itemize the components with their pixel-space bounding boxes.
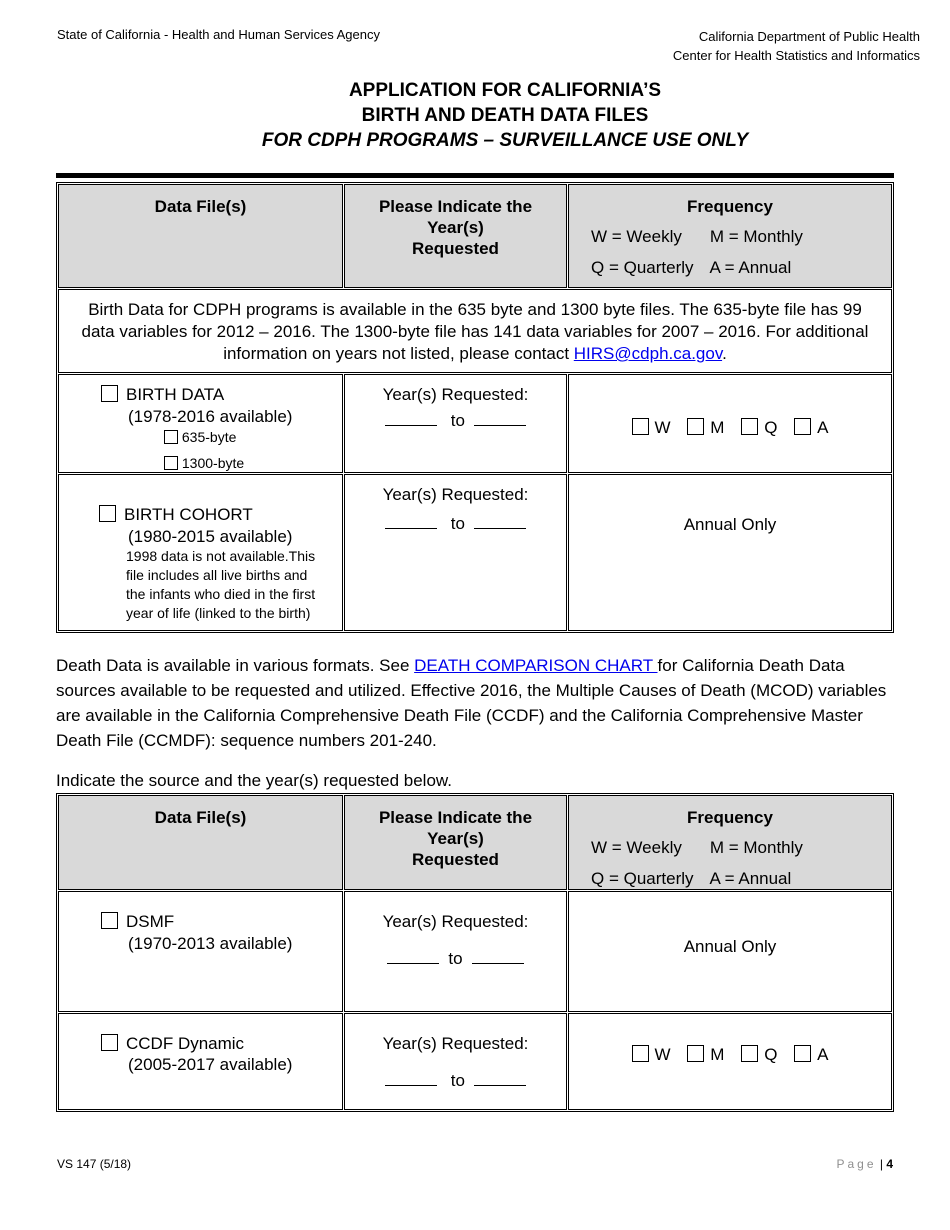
ccdf-frequency: W M Q A xyxy=(568,1013,892,1110)
year-to-input[interactable] xyxy=(474,1072,526,1086)
freq-annual-checkbox[interactable] xyxy=(794,1045,811,1062)
birth-cohort-cell xyxy=(58,474,343,631)
ccdf-available: (2005-2017 available) xyxy=(128,1055,293,1074)
department-header xyxy=(673,27,920,65)
ccdf-years xyxy=(344,1013,567,1110)
freq-quarterly-checkbox[interactable] xyxy=(741,418,758,435)
form-number: VS 147 (5/18) xyxy=(57,1157,132,1171)
freq-monthly-checkbox[interactable] xyxy=(687,1045,704,1062)
birth-cohort-checkbox[interactable] xyxy=(99,505,116,522)
dsmf-frequency xyxy=(568,891,892,1012)
page-title xyxy=(0,78,950,153)
birth-data-label: BIRTH DATA xyxy=(126,385,225,404)
to-label: to xyxy=(450,1071,465,1090)
freq-quarterly-checkbox[interactable] xyxy=(741,1045,758,1062)
death-comparison-chart-link[interactable]: DEATH COMPARISON CHART xyxy=(414,656,658,675)
dsmf-checkbox[interactable] xyxy=(101,912,118,929)
death-data-table xyxy=(56,793,894,1112)
birth-cohort-years xyxy=(344,474,567,631)
year-to-input[interactable] xyxy=(474,515,526,529)
year-requested-label: Year(s) Requested: xyxy=(382,912,529,931)
agency-header: State of California - Health and Human Services Agency xyxy=(57,27,381,42)
dsmf-label: DSMF xyxy=(126,912,175,931)
col-header-frequency: Frequency W = Weekly M = Monthly Q = Quarterly A = Annual xyxy=(568,184,892,288)
title-line2: BIRTH AND DEATH DATA FILES xyxy=(361,105,649,126)
col-header-frequency: Frequency W = Weekly M = Monthly Q = Quarterly A = Annual xyxy=(568,795,892,890)
year-to-input[interactable] xyxy=(472,950,524,964)
year-from-input[interactable] xyxy=(385,1072,437,1086)
ccdf-cell xyxy=(58,1013,343,1110)
birth-cohort-available: (1980-2015 available) xyxy=(128,527,293,546)
birth-data-checkbox[interactable] xyxy=(101,385,118,402)
635-byte-checkbox[interactable] xyxy=(164,430,178,444)
year-to-input[interactable] xyxy=(474,412,526,426)
birth-data-years xyxy=(344,374,567,473)
ccdf-label: CCDF Dynamic xyxy=(126,1034,245,1053)
year-from-input[interactable] xyxy=(387,950,439,964)
col-header-years: Please Indicate the Year(s) Requested xyxy=(344,184,567,288)
col-header-data-files: Data File(s) xyxy=(58,184,343,288)
to-label: to xyxy=(448,949,463,968)
col-header-data-files: Data File(s) xyxy=(58,795,343,890)
birth-cohort-frequency xyxy=(568,474,892,631)
birth-info-text: Birth Data for CDPH programs is available in the 635 byte and 1300 byte files. The 635-byte file has 99 data variables for 2012 – 2016. The 1300-byte file has 141 data variables for 2007 – 2016. For additional information on years not listed, please contact HIRS@cdph.ca.gov. xyxy=(58,289,892,373)
death-data-paragraph: Death Data is available in various formats. See DEATH COMPARISON CHART for California Death Data sources available to be requested and utilized. Effective 2016, the Multiple Causes of Death (MCOD) variables are available in the California Comprehensive Death File (CCDF) and the California Comprehensive Master Death File (CCMDF): sequence numbers 201-240. xyxy=(56,656,887,750)
freq-weekly-checkbox[interactable] xyxy=(632,418,649,435)
freq-annual-checkbox[interactable] xyxy=(794,418,811,435)
department-name: California Department of Public Health xyxy=(698,29,920,44)
annual-only-label: Annual Only xyxy=(683,937,777,956)
1300-byte-label: 1300-byte xyxy=(181,455,245,471)
title-line3: FOR CDPH PROGRAMS – SURVEILLANCE USE ONLY xyxy=(261,130,749,151)
birth-cohort-label: BIRTH COHORT xyxy=(124,505,253,524)
indicate-source-text: Indicate the source and the year(s) requested below. xyxy=(56,771,452,790)
635-byte-label: 635-byte xyxy=(181,429,237,445)
birth-data-table xyxy=(56,182,894,633)
to-label: to xyxy=(450,411,465,430)
title-divider xyxy=(56,173,894,178)
year-requested-label: Year(s) Requested: xyxy=(382,485,529,504)
ccdf-checkbox[interactable] xyxy=(101,1034,118,1051)
freq-weekly-checkbox[interactable] xyxy=(632,1045,649,1062)
year-requested-label: Year(s) Requested: xyxy=(382,1034,529,1053)
dsmf-cell xyxy=(58,891,343,1012)
year-requested-label: Year(s) Requested: xyxy=(382,385,529,404)
to-label: to xyxy=(450,514,465,533)
birth-data-frequency: W M Q A xyxy=(568,374,892,473)
birth-data-cell xyxy=(58,374,343,473)
hirs-email-link[interactable]: HIRS@cdph.ca.gov xyxy=(573,344,723,363)
page-number: Page | 4 xyxy=(836,1157,893,1171)
1300-byte-checkbox[interactable] xyxy=(164,456,178,470)
birth-data-available: (1978-2016 available) xyxy=(128,407,293,426)
freq-monthly-checkbox[interactable] xyxy=(687,418,704,435)
dsmf-available: (1970-2013 available) xyxy=(128,934,293,953)
title-line1: APPLICATION FOR CALIFORNIA’S xyxy=(348,80,662,101)
center-name: Center for Health Statistics and Informatics xyxy=(672,48,920,63)
annual-only-label: Annual Only xyxy=(683,515,777,534)
dsmf-years xyxy=(344,891,567,1012)
year-from-input[interactable] xyxy=(385,515,437,529)
col-header-years: Please Indicate the Year(s) Requested xyxy=(344,795,567,890)
birth-cohort-note: 1998 data is not available.This file includes all live births and the infants who died in the first year of life (linked to the birth) xyxy=(126,548,316,621)
year-from-input[interactable] xyxy=(385,412,437,426)
